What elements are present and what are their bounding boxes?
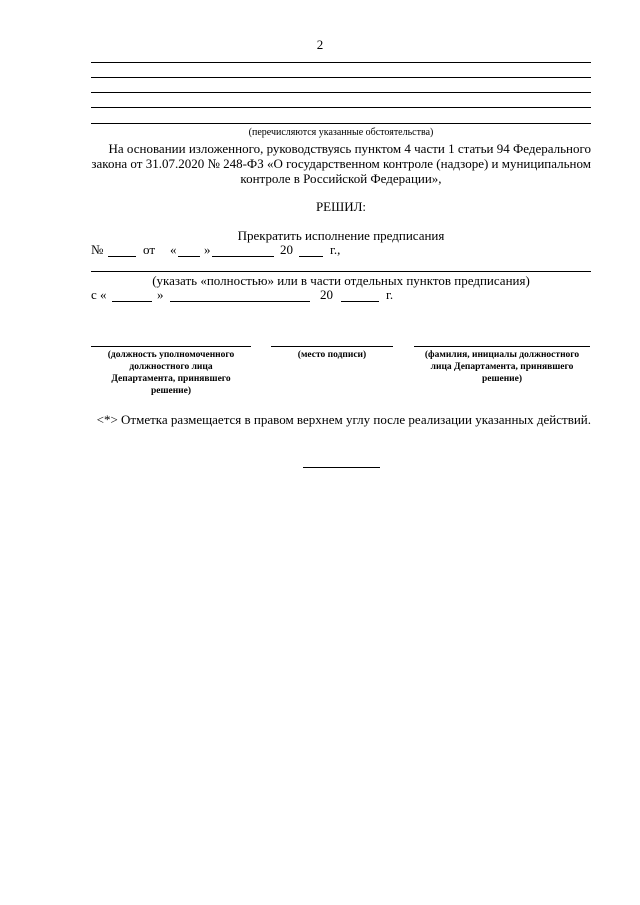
- blank-line: [91, 62, 591, 63]
- signature-place-caption: [271, 349, 393, 361]
- from-day-blank: [112, 301, 152, 302]
- scope-blank-line: [91, 271, 591, 272]
- signature-place-caption-line: (место подписи): [297, 350, 367, 360]
- scope-caption: (указать «полностью» или в части отдельных пунктов предписания): [152, 273, 530, 288]
- order-month-blank: [212, 256, 274, 257]
- position-caption-line: Департамента, принявшего: [111, 374, 231, 384]
- name-caption-line: (фамилия, инициалы должностного: [424, 350, 580, 360]
- order-number-sign: №: [91, 242, 104, 257]
- order-year-prefix: 20: [280, 242, 293, 257]
- basis-line-2: закона от 31.07.2020 № 248-ФЗ «О государственном контроле (надзоре) и муниципальном: [91, 156, 591, 171]
- from-month-blank: [170, 301, 310, 302]
- name-caption: [414, 349, 590, 385]
- order-from: от: [143, 242, 156, 257]
- from-close-quote: »: [157, 287, 164, 302]
- name-signature-line: [414, 346, 590, 347]
- blank-line: [91, 92, 591, 93]
- position-caption-line: решение): [150, 386, 192, 396]
- decided-heading: РЕШИЛ:: [315, 199, 367, 214]
- position-caption: [91, 349, 251, 397]
- order-close-quote: »: [204, 242, 211, 257]
- from-year-prefix: 20: [320, 287, 333, 302]
- page-number: 2: [316, 37, 324, 52]
- position-signature-line: [91, 346, 251, 347]
- basis-line-3: контроле в Российской Федерации»,: [240, 171, 442, 186]
- blank-line: [91, 123, 591, 124]
- order-year-blank: [299, 256, 323, 257]
- name-caption-line: решение): [481, 374, 523, 384]
- order-day-blank: [178, 256, 200, 257]
- position-caption-line: должностного лица: [129, 362, 213, 372]
- blank-line: [91, 77, 591, 78]
- from-prefix: с «: [91, 287, 107, 302]
- from-year-blank: [341, 301, 379, 302]
- footnote: <*> Отметка размещается в правом верхнем углу после реализации указанных действий.: [96, 412, 591, 427]
- order-year-suffix: г.,: [330, 242, 341, 257]
- blank-line: [91, 107, 591, 108]
- order-number-blank: [108, 256, 136, 257]
- closing-divider: [303, 467, 380, 468]
- circumstances-caption: (перечисляются указанные обстоятельства): [248, 127, 434, 138]
- stop-execution: Прекратить исполнение предписания: [237, 228, 445, 243]
- name-caption-line: лица Департамента, принявшего: [430, 362, 574, 372]
- from-year-suffix: г.: [386, 287, 394, 302]
- place-signature-line: [271, 346, 393, 347]
- basis-line-1: На основании изложенного, руководствуясь пунктом 4 части 1 статьи 94 Федерального: [108, 141, 591, 156]
- position-caption-line: (должность уполномоченного: [107, 350, 235, 360]
- order-open-quote: «: [170, 242, 177, 257]
